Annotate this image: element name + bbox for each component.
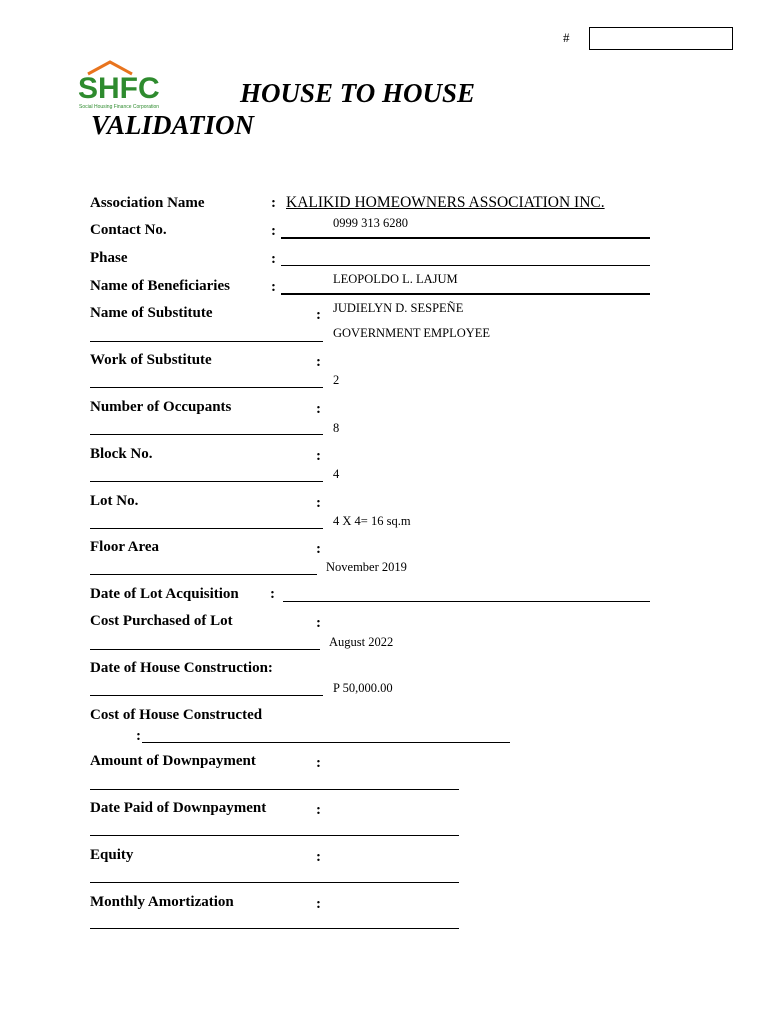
amortization-colon: : bbox=[316, 896, 321, 912]
block-no-value[interactable]: 8 bbox=[333, 421, 340, 435]
lot-cost-line bbox=[90, 649, 320, 650]
lot-no-colon: : bbox=[316, 495, 321, 511]
house-cost-value[interactable]: P 50,000.00 bbox=[333, 681, 393, 695]
lot-cost-colon: : bbox=[316, 615, 321, 631]
downpayment-amount-label: Amount of Downpayment bbox=[90, 753, 256, 769]
equity-line bbox=[90, 882, 459, 883]
occupants-value[interactable]: 2 bbox=[333, 373, 340, 387]
logo-text: SHFC bbox=[78, 72, 160, 105]
occupants-line bbox=[90, 434, 323, 435]
hash-label: # bbox=[563, 30, 570, 45]
floor-area-value[interactable]: 4 X 4= 16 sq.m bbox=[333, 514, 411, 528]
contact-no-label: Contact No. bbox=[90, 222, 167, 238]
phase-label: Phase bbox=[90, 250, 128, 266]
occupants-colon: : bbox=[316, 401, 321, 417]
equity-colon: : bbox=[316, 849, 321, 865]
block-no-label: Block No. bbox=[90, 446, 153, 462]
amortization-line bbox=[90, 928, 459, 929]
association-name-value[interactable]: KALIKID HOMEOWNERS ASSOCIATION INC. bbox=[286, 194, 605, 211]
house-cost-label: Cost of House Constructed bbox=[90, 707, 263, 723]
substitute-name-line bbox=[90, 341, 323, 342]
lot-cost-label: Cost Purchased of Lot bbox=[90, 613, 233, 629]
association-name-label: Association Name bbox=[90, 195, 205, 211]
lot-acquisition-colon: : bbox=[270, 586, 275, 602]
floor-area-line bbox=[90, 574, 317, 575]
floor-area-label: Floor Area bbox=[90, 539, 160, 555]
shfc-logo bbox=[78, 60, 166, 112]
lot-no-line bbox=[90, 528, 323, 529]
contact-no-colon: : bbox=[271, 223, 276, 239]
occupants-label: Number of Occupants bbox=[90, 399, 232, 415]
contact-no-value[interactable]: 0999 313 6280 bbox=[333, 216, 408, 230]
substitute-name-colon: : bbox=[316, 307, 321, 323]
block-no-colon: : bbox=[316, 448, 321, 464]
substitute-name-value[interactable]: JUDIELYN D. SESPEÑE bbox=[333, 301, 464, 315]
association-name-colon: : bbox=[271, 195, 276, 211]
shfc-logo-icon bbox=[78, 60, 166, 112]
substitute-work-label: Work of Substitute bbox=[90, 352, 212, 368]
lot-acquisition-line bbox=[283, 601, 650, 602]
floor-area-colon: : bbox=[316, 541, 321, 557]
downpayment-amount-line bbox=[90, 789, 459, 790]
lot-no-label: Lot No. bbox=[90, 493, 139, 509]
lot-acquisition-value[interactable]: November 2019 bbox=[326, 560, 407, 574]
contact-no-line bbox=[281, 237, 650, 239]
beneficiaries-label: Name of Beneficiaries bbox=[90, 278, 230, 294]
amortization-label: Monthly Amortization bbox=[90, 894, 234, 910]
house-construction-date-value[interactable]: August 2022 bbox=[329, 635, 394, 649]
phase-colon: : bbox=[271, 251, 276, 267]
beneficiaries-value[interactable]: LEOPOLDO L. LAJUM bbox=[333, 272, 458, 286]
house-construction-date-line bbox=[90, 695, 323, 696]
substitute-name-label: Name of Substitute bbox=[90, 305, 213, 321]
page-title-line2: VALIDATION bbox=[91, 110, 255, 140]
downpayment-date-line bbox=[90, 835, 459, 836]
house-construction-date-label: Date of House Construction: bbox=[90, 660, 273, 676]
substitute-work-colon: : bbox=[316, 354, 321, 370]
substitute-work-line bbox=[90, 387, 323, 388]
lot-no-value[interactable]: 4 bbox=[333, 467, 340, 481]
downpayment-date-label: Date Paid of Downpayment bbox=[90, 800, 267, 816]
block-no-line bbox=[90, 481, 323, 482]
house-cost-colon: : bbox=[136, 728, 141, 744]
lot-acquisition-label: Date of Lot Acquisition bbox=[90, 586, 239, 602]
phase-line bbox=[281, 265, 650, 266]
downpayment-amount-colon: : bbox=[316, 755, 321, 771]
logo-tagline: Social Housing Finance Corporation bbox=[79, 104, 160, 110]
beneficiaries-line bbox=[281, 293, 650, 295]
downpayment-date-colon: : bbox=[316, 802, 321, 818]
equity-label: Equity bbox=[90, 847, 134, 863]
page-title-line1: HOUSE TO HOUSE bbox=[240, 78, 476, 108]
beneficiaries-colon: : bbox=[271, 279, 276, 295]
reference-number-box[interactable] bbox=[589, 27, 733, 50]
house-cost-line bbox=[142, 742, 510, 743]
substitute-work-value[interactable]: GOVERNMENT EMPLOYEE bbox=[333, 326, 491, 340]
